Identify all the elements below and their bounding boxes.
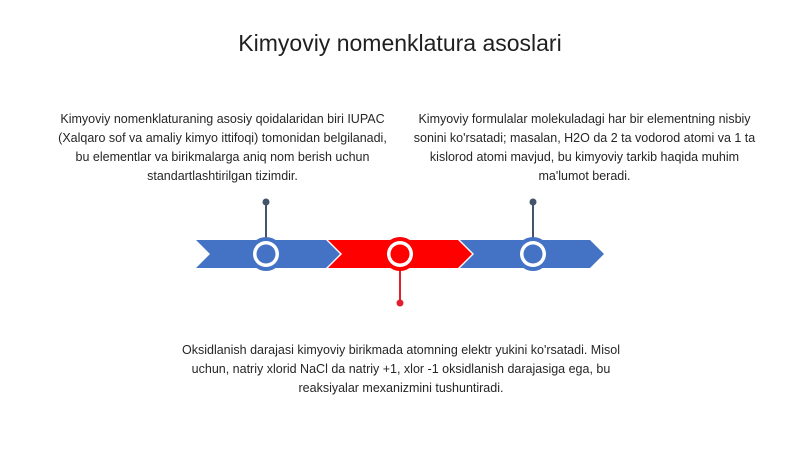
milestone-3-marker xyxy=(516,237,550,271)
milestone-1-text: Kimyoviy nomenklaturaning asosiy qoidalaridan biri IUPAC (Xalqaro sof va amaliy kimyo ittifoqi) tomonidan belgilanadi, bu elementlar va birikmalarga aniq nom berish uchun standartlashtirilgan tizimdir. xyxy=(58,112,387,183)
milestone-3-stem-dot xyxy=(530,199,537,206)
milestone-3-text: Kimyoviy formulalar molekuladagi har bir elementning nisbiy sonini ko'rsatadi; masalan, H2O da 2 ta vodorod atomi va 1 ta kislorod atomi mavjud, bu kimyoviy tarkib haqida muhim ma'lumot beradi. xyxy=(413,112,756,183)
milestone-1-stem-dot xyxy=(263,199,270,206)
milestone-2-marker xyxy=(383,237,417,271)
milestone-1-marker xyxy=(249,237,283,271)
slide-title: Kimyoviy nomenklatura asoslari xyxy=(238,30,562,56)
milestone-2-stem-dot xyxy=(397,300,404,307)
milestone-2-text: Oksidlanish darajasi kimyoviy birikmada atomning elektr yukini ko'rsatadi. Misol uchun, natriy xlorid NaCl da natriy +1, xlor -1 oksidlanish darajasiga ega, bu reaksiyalar mexanizmini tushuntiradi. xyxy=(182,343,620,395)
